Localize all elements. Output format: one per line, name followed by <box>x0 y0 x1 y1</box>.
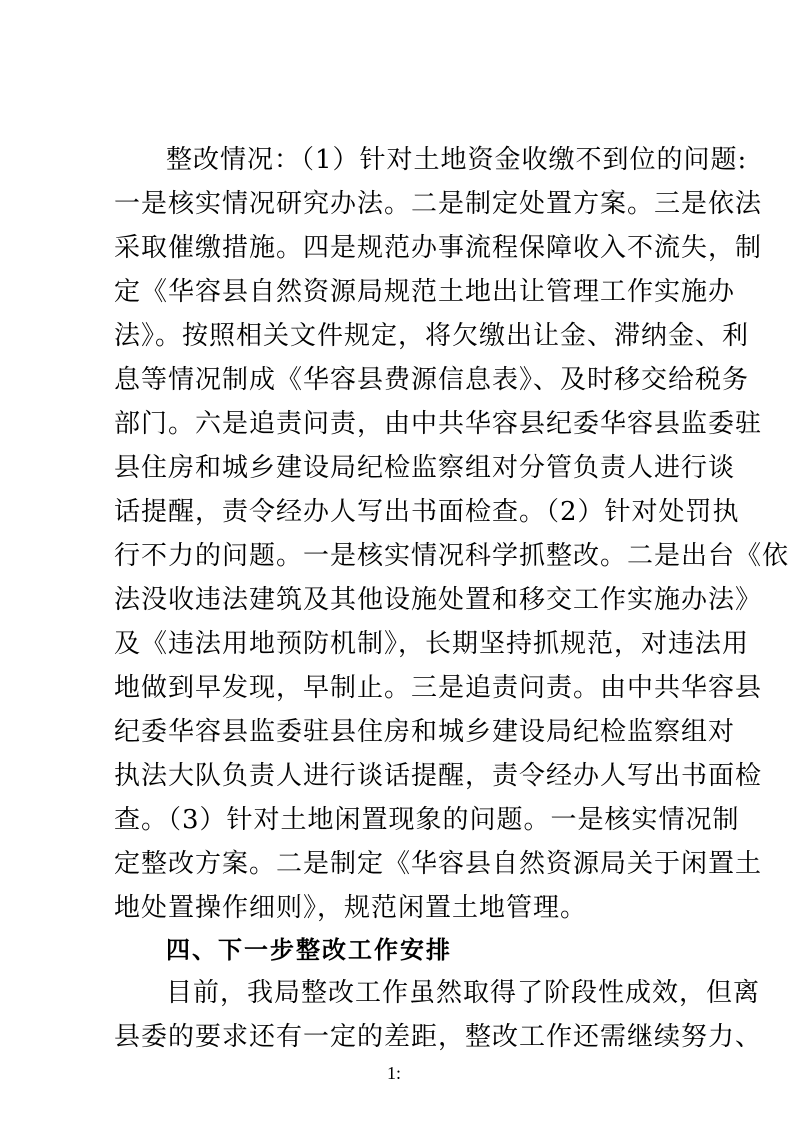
paragraph-line: 查。（3）针对土地闲置现象的问题。一是核实情况制 <box>114 805 740 835</box>
paragraph-line: 县委的要求还有一定的差距，整改工作还需继续努力、 <box>114 1022 763 1052</box>
paragraph-line: 纪委华容县监委驻县住房和城乡建设局纪检监察组对 <box>114 717 736 747</box>
paragraph-line: 话提醒，责令经办人写出书面检查。（2）针对处罚执 <box>114 497 740 527</box>
paragraph-line: 定整改方案。二是制定《华容县自然资源局关于闲置土 <box>114 849 763 879</box>
paragraph-line: 行不力的问题。一是核实情况科学抓整改。二是出台《依 <box>114 541 790 571</box>
paragraph-line: 采取催缴措施。四是规范办事流程保障收入不流失，制 <box>114 233 763 263</box>
paragraph-line: 部门。六是追责问责，由中共华容县纪委华容县监委驻 <box>114 409 763 439</box>
paragraph-line: 及《违法用地预防机制》，长期坚持抓规范，对违法用 <box>114 629 750 659</box>
paragraph-line: 一是核实情况研究办法。二是制定处置方案。三是依法 <box>114 189 763 219</box>
paragraph-line: 整改情况：（1）针对土地资金收缴不到位的问题: <box>166 145 748 175</box>
paragraph-line: 地处置操作细则》，规范闲置土地管理。 <box>114 893 588 923</box>
paragraph-line: 定《华容县自然资源局规范土地出让管理工作实施办 <box>114 277 736 307</box>
paragraph-line: 目前，我局整改工作虽然取得了阶段性成效，但离 <box>166 978 761 1008</box>
paragraph-line: 县住房和城乡建设局纪检监察组对分管负责人进行谈 <box>114 453 736 483</box>
section-heading: 四、下一步整改工作安排 <box>166 936 452 964</box>
paragraph-line: 息等情况制成《华容县费源信息表》、及时移交给税务 <box>114 365 750 395</box>
page-number: 1: <box>387 1063 402 1083</box>
paragraph-line: 法没收违法建筑及其他设施处置和移交工作实施办法》 <box>114 585 763 615</box>
paragraph-line: 执法大队负责人进行谈话提醒，责令经办人写出书面检 <box>114 761 763 791</box>
paragraph-line: 法》。按照相关文件规定，将欠缴出让金、滞纳金、利 <box>114 321 750 351</box>
paragraph-line: 地做到早发现，早制止。三是追责问责。由中共华容县 <box>114 673 763 703</box>
